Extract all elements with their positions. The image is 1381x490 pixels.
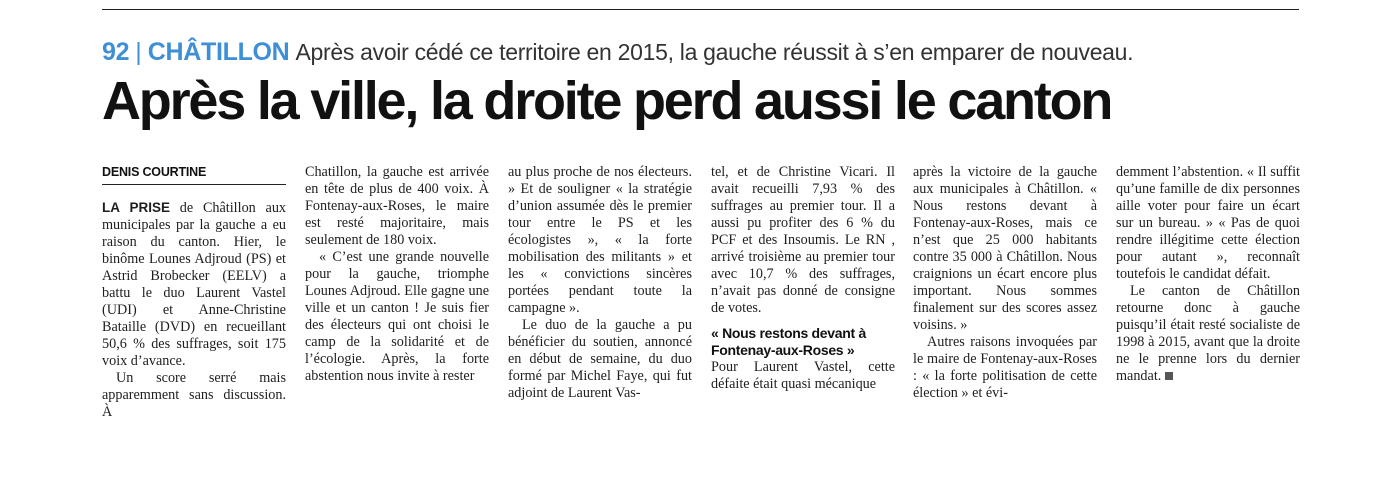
- paragraph: tel, et de Christine Vicari. Il avait recueilli 7,93 % des suffrages au premier tour. Il a aussi pu profiter des 6 % du PCF et des Insoumis. Le RN , arrivé troisième au premier tour avec 10,7 % des suffrages, n’avait pas donné de consigne de votes.: [711, 164, 895, 316]
- paragraph: Pour Laurent Vastel, cette défaite était quasi mécanique: [711, 359, 895, 392]
- paragraph-text: Le canton de Châtillon retourne donc à gauche puisqu’il était resté socialiste de 1998 à 2015, avant que la droite ne le prenne lors du dernier mandat.: [1116, 283, 1300, 384]
- paragraph: [1116, 283, 1300, 385]
- paragraph: [102, 199, 286, 370]
- byline: DENIS COURTINE: [102, 164, 286, 185]
- column-1: [102, 164, 286, 421]
- chapo: Après avoir cédé ce territoire en 2015, la gauche réussit à s’en emparer de nouveau.: [295, 39, 1134, 65]
- department-number: 92: [102, 38, 130, 66]
- column-3: [508, 164, 692, 402]
- intertitle: « Nous restons devant à Fontenay-aux-Roses »: [711, 325, 866, 358]
- paragraph: « C’est une grande nouvelle pour la gauche, triomphe Lounes Adjroud. Elle gagne une ville et un canton ! Je suis fier des électeurs qui ont choisi le camp de la solidarité et de l’écologie. Après, la forte abstention nous invite à rester: [305, 249, 489, 384]
- top-rule: [102, 9, 1299, 10]
- column-4: [711, 164, 895, 393]
- end-mark-icon: [1165, 372, 1173, 380]
- paragraph-text: de Châtillon aux municipales par la gauche a eu raison du canton. Hier, le binôme Lounes Adjroud (PS) et Astrid Brobecker (EELV) a battu le duo Laurent Vastel (UDI) et Anne-Christine Bataille (DVD) en recueillant 50,6 % des suffrages, soit 175 voix d’avance.: [102, 200, 287, 369]
- paragraph: après la victoire de la gauche aux municipales à Châtillon. « Nous restons devant à Fontenay-aux-Roses, mais ce n’est que 25 000 habitants contre 35 000 à Châtillon. Nous craignions un écart encore plus important. Nous sommes finalement sur des scores assez voisins. »: [913, 164, 1097, 333]
- paragraph: Le duo de la gauche a pu bénéficier du soutien, annoncé en début de semaine, du duo formé par Michel Faye, qui fut adjoint de Laurent Vas-: [508, 317, 692, 401]
- paragraph: Un score serré mais apparemment sans discussion. À: [102, 370, 286, 420]
- kicker-row: [102, 38, 1133, 67]
- paragraph: demment l’abstention. « Il suffit qu’une famille de dix personnes aille voter pour faire un écart sur un bureau. » « Pas de quoi rendre illégitime cette élection pour autant », reconnaît toutefois le candidat défait.: [1116, 164, 1300, 282]
- column-6: [1116, 164, 1300, 385]
- paragraph: Autres raisons invoquées par le maire de Fontenay-aux-Roses : « la forte politisation de cette élection » et évi-: [913, 334, 1097, 401]
- lead-caps: LA PRISE: [102, 200, 170, 215]
- kicker-separator: |: [135, 38, 142, 66]
- kicker-place: CHÂTILLON: [147, 38, 290, 66]
- paragraph: Chatillon, la gauche est arrivée en tête de plus de 400 voix. À Fontenay-aux-Roses, le maire est resté majoritaire, mais seulement de 180 voix.: [305, 164, 489, 248]
- paragraph: au plus proche de nos électeurs. » Et de souligner « la stratégie d’union assumée dès le premier tour entre le PS et les écologistes », « la forte mobilisation des militants » et les « convictions sincères portées pendant toute la campagne ».: [508, 164, 692, 316]
- column-2: [305, 164, 489, 385]
- headline: Après la ville, la droite perd aussi le canton: [102, 71, 1112, 131]
- column-5: [913, 164, 1097, 402]
